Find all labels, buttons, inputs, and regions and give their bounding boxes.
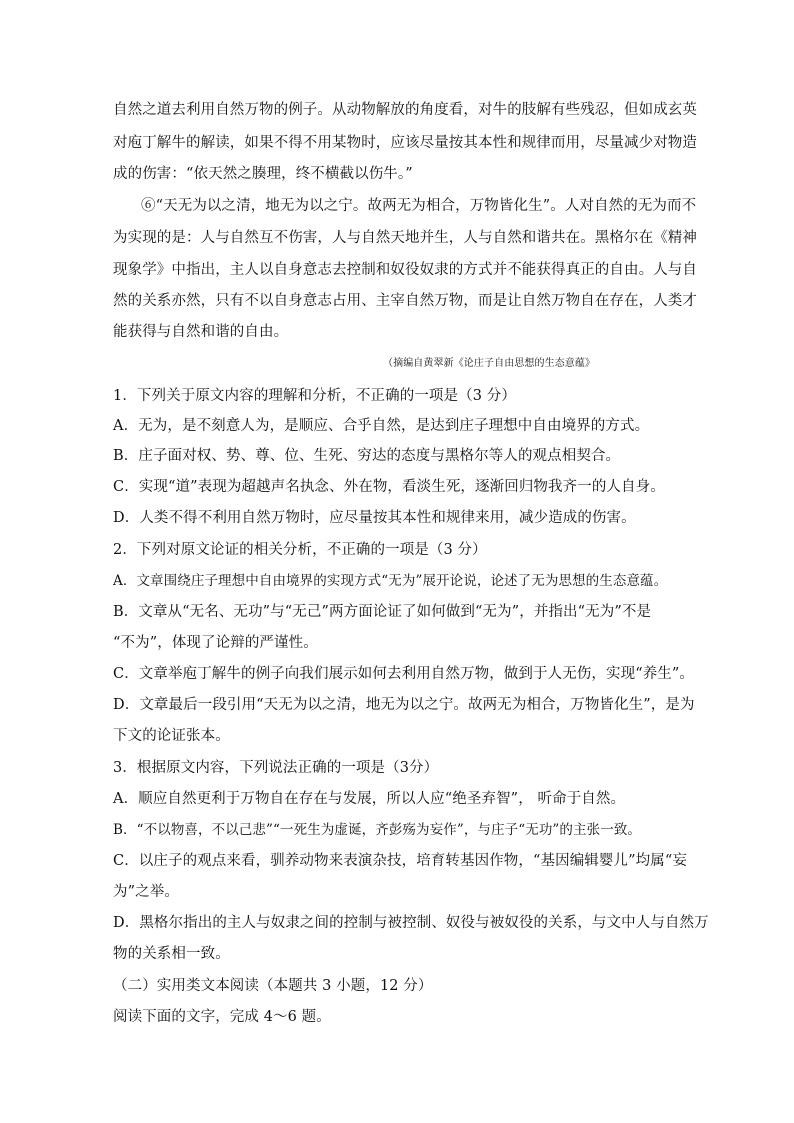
article-line: ⑥“天无为以之清，地无为以之宁。故两无为相合，万物皆化生”。人对自然的无为而不: [141, 198, 697, 214]
article-line: 现象学》中指出，主人以自身意志去控制和奴役奴隶的方式并不能获得真正的自由。人与自: [113, 262, 697, 278]
question-option: C．以庄子的观点来看，驯养动物来表演杂技，培育转基因作物，“基因编辑婴儿”均属“妄: [113, 853, 687, 869]
question-stem: 1．下列关于原文内容的理解和分析，不正确的一项是（3 分）: [113, 388, 516, 404]
question-option: A．无为，是不刻意人为，是顺应、合乎自然，是达到庄子理想中自由境界的方式。: [113, 418, 650, 434]
article-line: 为实现的是：人与自然互不伤害，人与自然天地并生，人与自然和谐共在。黑格尔在《精神: [113, 230, 697, 246]
question-option: D．人类不得不利用自然万物时，应尽量按其本性和规律来用，减少造成的伤害。: [113, 510, 636, 526]
article-line: 对庖丁解牛的解读，如果不得不用某物时，应该尽量按其本性和规律而用，尽量减少对物造: [113, 135, 697, 151]
article-line: 自然之道去利用自然万物的例子。从动物解放的角度看，对牛的肢解有些残忍，但如成玄英: [113, 102, 697, 118]
question-option: D．黑格尔指出的主人与奴隶之间的控制与被控制、奴役与被奴役的关系，与文中人与自然万: [113, 915, 709, 931]
question-option-continued: 为”之举。: [113, 884, 179, 900]
section-heading: （二）实用类文本阅读（本题共 3 小题，12 分）: [113, 978, 433, 994]
question-option: B．庄子面对权、势、尊、位、生死、穷达的态度与黑格尔等人的观点相契合。: [113, 448, 621, 464]
section-instruction: 阅读下面的文字，完成 4～6 题。: [113, 1009, 331, 1025]
question-option: C．实现“道”表现为超越声名执念、外在物，看淡生死，逐渐回归物我齐一的人自身。: [113, 479, 665, 495]
article-line: 成的伤害：“依天然之腠理，终不横截以伤牛。”: [113, 166, 413, 182]
article-line: 能获得与自然和谐的自由。: [113, 324, 289, 340]
question-option-continued: 下文的论证张本。: [113, 728, 230, 744]
question-option-continued: “不为”，体现了论辩的严谨性。: [113, 635, 318, 651]
question-option: A．顺应自然更利于万物自在存在与发展，所以人应“绝圣弃智”， 听命于自然。: [113, 791, 626, 807]
question-option-continued: 物的关系相一致。: [113, 946, 230, 962]
question-option: C．文章举庖丁解牛的例子向我们展示如何去利用自然万物，做到于人无伤，实现“养生”。: [113, 666, 695, 682]
source-citation: （摘编自黄翠新《论庄子自由思想的生态意蕴》: [383, 358, 596, 369]
question-option: B．文章从“无名、无功”与“无己”两方面论证了如何做到“无为”，并指出“无为”不是: [113, 604, 652, 620]
question-stem: 2．下列对原文论证的相关分析，不正确的一项是（3 分）: [113, 542, 487, 558]
question-option: A．文章围绕庄子理想中自由境界的实现方式“无为”展开论说，论述了无为思想的生态意蕴。: [113, 573, 668, 589]
question-option: B．“不以物喜，不以己悲”“一死生为虚诞，齐彭殇为妄作”，与庄子“无功”的主张一致。: [113, 822, 642, 838]
question-stem: 3．根据原文内容，下列说法正确的一项是（3分）: [113, 760, 439, 776]
article-line: 然的关系亦然，只有不以自身意志占用、主宰自然万物，而是让自然万物自在存在，人类才: [113, 293, 697, 309]
question-option: D．文章最后一段引用“天无为以之清，地无为以之宁。故两无为相合，万物皆化生”，是为: [113, 697, 695, 713]
